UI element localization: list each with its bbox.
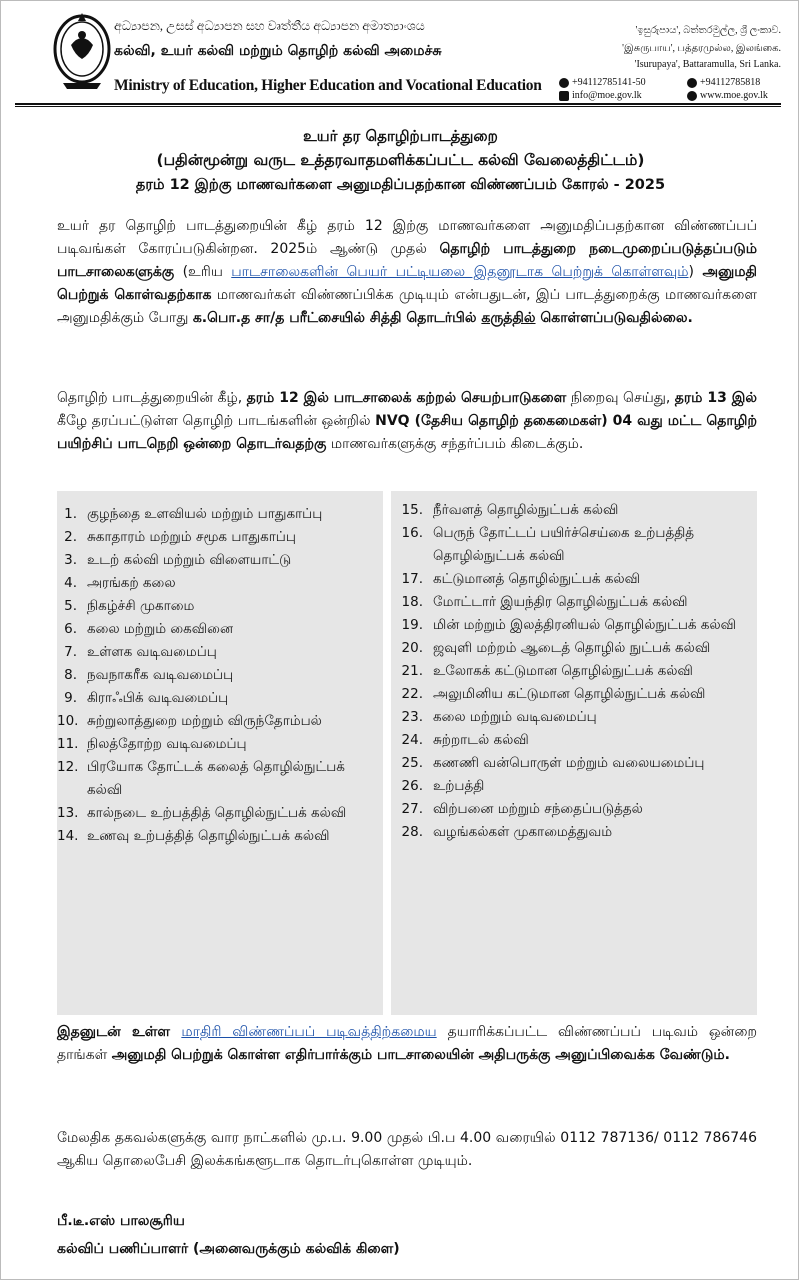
header-divider	[15, 103, 781, 105]
course-number: 1.	[64, 506, 77, 522]
para3-text-a: இதனுடன் உள்ள	[57, 1024, 182, 1040]
para2-text-g: மாணவர்களுக்கு சந்தர்ப்பம் கிடைக்கும்.	[326, 436, 584, 452]
para1-text-h: கருத்தில்	[481, 310, 536, 326]
course-number: 6.	[64, 621, 77, 637]
course-item	[57, 756, 383, 802]
course-number: 14.	[57, 828, 79, 844]
para1-text-f: மாணவர்கள் விண்ணப்பிக்க முடியும் என்பதுடன், இப் பாடத்துறைக்கு மாணவர்களை அனுமதிக்கும் போது	[57, 287, 757, 326]
course-item	[391, 683, 757, 706]
course-item	[391, 798, 757, 821]
course-name: உற்பத்தி	[433, 778, 485, 794]
course-list-right	[391, 491, 757, 1015]
ministry-name-tamil: கல்வி, உயர் கல்வி மற்றும் தொழிற் கல்வி அமைச்சு	[114, 43, 442, 59]
para1-text-e: அனுமதி பெற்றுக் கொள்வதற்காக	[57, 264, 757, 303]
course-name: கணணி வன்பொருள் மற்றும் வலையமைப்பு	[433, 755, 705, 771]
course-item	[391, 499, 757, 522]
course-item	[391, 568, 757, 591]
course-item	[391, 706, 757, 729]
course-name: கட்டுமானத் தொழில்நுட்பக் கல்வி	[433, 571, 640, 587]
email-text: info@moe.gov.lk	[572, 90, 642, 101]
para1-text-g: க.பொ.த சா/த பரீட்சையில் சித்தி தொடர்பில்	[192, 310, 482, 326]
course-name: அரங்கற் கலை	[87, 575, 176, 591]
course-item	[57, 825, 383, 848]
para2-text-e: கீழே தரப்பட்டுள்ள தொழிற் பாடங்களின் ஒன்றில்	[57, 413, 376, 429]
phone-primary	[559, 77, 646, 88]
course-list-left	[57, 491, 383, 1015]
course-name: சுகாதாரம் மற்றும் சமூக பாதுகாப்பு	[87, 529, 296, 545]
course-number: 20.	[401, 640, 423, 656]
course-name: நிலத்தோற்ற வடிவமைப்பு	[87, 736, 247, 752]
course-number: 24.	[401, 732, 423, 748]
course-number: 3.	[64, 552, 77, 568]
course-name: கால்நடை உற்பத்தித் தொழில்நுட்பக் கல்வி	[87, 805, 347, 821]
contact-paragraph: மேலதிக தகவல்களுக்கு வார நாட்களில் மு.ப. 9.00 முதல் பி.ப 4.00 வரையில் 0112 787136/ 0112 786746 ஆகிய தொலைபேசி இலக்கங்களூடாக தொடர்புகொள்ள முடியும்.	[57, 1130, 757, 1169]
course-number: 4.	[64, 575, 77, 591]
course-item	[57, 549, 383, 572]
course-name: உலோகக் கட்டுமான தொழில்நுட்பக் கல்வி	[433, 663, 693, 679]
course-item	[57, 595, 383, 618]
intro-paragraph	[57, 215, 757, 330]
course-number: 26.	[401, 778, 423, 794]
sample-form-link[interactable]: மாதிரி விண்ணப்பப் படிவத்திற்கமைய	[181, 1024, 437, 1040]
course-number: 15.	[401, 502, 423, 518]
course-name: உள்ளக வடிவமைப்பு	[87, 644, 217, 660]
course-item	[57, 710, 383, 733]
address-tamil: 'இசுருபாய', பத்தரமுல்ல, இலங்கை.	[622, 43, 781, 54]
course-number: 7.	[64, 644, 77, 660]
course-item	[391, 614, 757, 637]
para3-text-b: தயாரிக்கப்பட்ட விண்ணப்பப் படிவம் ஒன்றை தாங்கள்	[57, 1024, 757, 1063]
course-number: 13.	[57, 805, 79, 821]
course-name: ஜவுளி மற்றம் ஆடைத் தொழில் நுட்பக் கல்வி	[433, 640, 711, 656]
course-number: 8.	[64, 667, 77, 683]
course-name: சுற்றாடல் கல்வி	[433, 732, 529, 748]
para1-text-d: )	[688, 264, 703, 280]
programme-paragraph	[57, 387, 757, 456]
course-number: 17.	[401, 571, 423, 587]
ministry-name-english: Ministry of Education, Higher Education and Vocational Education	[114, 77, 542, 94]
course-name: சுற்றுலாத்துறை மற்றும் விருந்தோம்பல்	[87, 713, 322, 729]
signatory-designation: கல்விப் பணிப்பாளர் (அனைவருக்கும் கல்விக் கிளை)	[57, 1241, 400, 1257]
course-name: நவநாகரீக வடிவமைப்பு	[87, 667, 234, 683]
course-item	[391, 821, 757, 844]
para1-text-b: தொழிற் பாடத்துறை நடைமுறைப்படுத்தப்படும் பாடசாலைகளுக்கு	[57, 241, 757, 280]
course-name: பெருந் தோட்டப் பயிர்ச்செய்கை உற்பத்தித் தொழில்நுட்பக் கல்வி	[433, 525, 695, 564]
phone-icon	[559, 78, 569, 88]
course-name: மின் மற்றும் இலத்திரனியல் தொழில்நுட்பக் கல்வி	[433, 617, 736, 633]
para1-text-i: கொள்ளப்படுவதில்லை.	[535, 310, 693, 326]
fax-icon	[687, 78, 697, 88]
phone-secondary-text: +94112785818	[700, 77, 761, 88]
course-name: உணவு உற்பத்தித் தொழில்நுட்பக் கல்வி	[87, 828, 330, 844]
course-name: அலுமினிய கட்டுமான தொழில்நுட்பக் கல்வி	[433, 686, 706, 702]
letterhead	[1, 1, 799, 109]
school-list-link[interactable]: பாடசாலைகளின் பெயர் பட்டியலை இதனூடாக பெற்றுக் கொள்ளவும்	[231, 264, 689, 280]
website-text: www.moe.gov.lk	[700, 90, 768, 101]
course-item	[391, 591, 757, 614]
course-number: 18.	[401, 594, 423, 610]
course-number: 28.	[401, 824, 423, 840]
course-number: 23.	[401, 709, 423, 725]
course-item	[57, 618, 383, 641]
course-number: 2.	[64, 529, 77, 545]
course-number: 22.	[401, 686, 423, 702]
course-item	[57, 687, 383, 710]
course-name: விற்பனை மற்றும் சந்தைப்படுத்தல்	[433, 801, 643, 817]
course-number: 19.	[401, 617, 423, 633]
sri-lanka-emblem-icon	[53, 11, 111, 91]
email-icon	[559, 91, 569, 101]
course-item	[391, 660, 757, 683]
course-item	[391, 522, 757, 568]
header-divider-thin	[15, 106, 781, 107]
course-name: நிகழ்ச்சி முகாமை	[87, 598, 195, 614]
course-number: 21.	[401, 663, 423, 679]
course-name: நீர்வளத் தொழில்நுட்பக் கல்வி	[433, 502, 619, 518]
address-sinhala: 'ඉසුරුපාය', බත්තරමුල්ල, ශ්‍රී ලංකාව.	[635, 25, 781, 36]
course-item	[57, 802, 383, 825]
course-number: 10.	[57, 713, 79, 729]
title-line-3: தரம் 12 இற்கு மாணவர்களை அனுமதிப்பதற்கான விண்ணப்பம் கோரல் - 2025	[135, 177, 666, 193]
course-item	[391, 752, 757, 775]
para3-text-c: அனுமதி பெற்றுக் கொள்ள எதிர்பார்க்கும் பாடசாலையின் அதிபருக்கு அனுப்பிவைக்க வேண்டும்.	[111, 1047, 730, 1063]
course-name: வழங்கல்கள் முகாமைத்துவம்	[433, 824, 613, 840]
course-item	[57, 733, 383, 756]
globe-icon	[687, 91, 697, 101]
course-name: கலை மற்றும் கைவினை	[87, 621, 234, 637]
course-item	[57, 664, 383, 687]
course-name: உடற் கல்வி மற்றும் விளையாட்டு	[87, 552, 292, 568]
para2-text-d: தரம் 13 இல்	[674, 390, 757, 406]
course-number: 12.	[57, 759, 79, 775]
course-number: 16.	[401, 525, 423, 541]
course-name: கிராஃபிக் வடிவமைப்பு	[87, 690, 229, 706]
course-name: பிரயோக தோட்டக் கலைத் தொழில்நுட்பக் கல்வி	[87, 759, 345, 798]
phone-primary-text: +94112785141-50	[572, 77, 646, 88]
course-number: 11.	[57, 736, 79, 752]
para2-text-f: NVQ (தேசிய தொழிற் தகைமைகள்) 04 வது மட்ட தொழிற் பயிற்சிப் பாடநெறி ஒன்றை தொடர்வதற்கு	[57, 413, 757, 452]
email	[559, 90, 642, 101]
course-name: குழந்தை உளவியல் மற்றும் பாதுகாப்பு	[87, 506, 323, 522]
phone-secondary	[687, 77, 760, 88]
course-number: 5.	[64, 598, 77, 614]
application-paragraph	[57, 1021, 757, 1067]
course-item	[391, 729, 757, 752]
course-item	[57, 503, 383, 526]
course-item	[391, 775, 757, 798]
course-item	[391, 637, 757, 660]
para2-text-c: நிறைவு செய்து,	[566, 390, 675, 406]
course-number: 9.	[64, 690, 77, 706]
para2-text-a: தொழிற் பாடத்துறையின் கீழ்,	[57, 390, 247, 406]
para1-text-a: உயர் தர தொழிற் பாடத்துறையின் கீழ் தரம் 12 இற்கு மாணவர்களை அனுமதிப்பதற்கான விண்ணப்பப் படிவங்கள் கோரப்படுகின்றன. 2025ம் ஆண்டு முதல்	[57, 218, 757, 257]
course-item	[57, 526, 383, 549]
signatory-name: பீ.டீ.எஸ் பாலசூரிய	[57, 1213, 185, 1229]
course-item	[57, 572, 383, 595]
course-number: 27.	[401, 801, 423, 817]
ministry-name-sinhala: අධ්‍යාපන, උසස් අධ්‍යාපන සහ වෘත්තීය අධ්‍යාපන අමාත්‍යාංශය	[114, 19, 425, 33]
para1-text-c: (உரிய	[174, 264, 232, 280]
course-name: கலை மற்றும் வடிவமைப்பு	[433, 709, 597, 725]
course-name: மோட்டார் இயந்திர தொழில்நுட்பக் கல்வி	[433, 594, 688, 610]
address-english: 'Isurupaya', Battaramulla, Sri Lanka.	[634, 59, 781, 70]
course-number: 25.	[401, 755, 423, 771]
para2-text-b: தரம் 12 இல் பாடசாலைக் கற்றல் செயற்பாடுகளை	[246, 390, 567, 406]
title-line-1: உயர் தர தொழிற்பாடத்துறை	[303, 127, 498, 145]
website	[687, 90, 768, 101]
title-line-2: (பதின்மூன்று வருட உத்தரவாதமளிக்கப்பட்ட கல்வி வேலைத்திட்டம்)	[156, 151, 645, 169]
course-item	[57, 641, 383, 664]
